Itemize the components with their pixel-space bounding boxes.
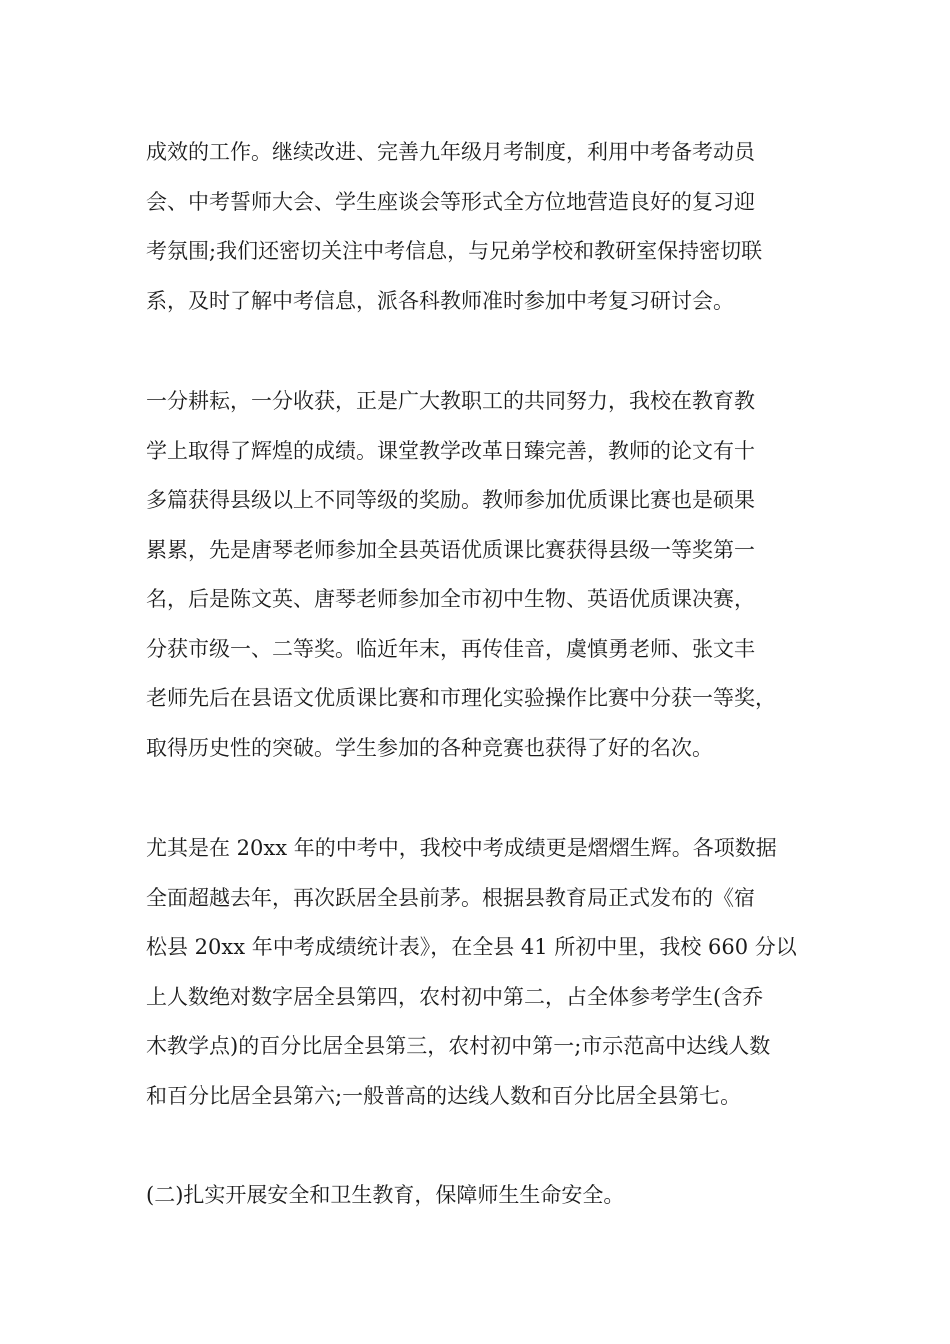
text-line: 上人数绝对数字居全县第四，农村初中第二，占全体参考学生(含乔 <box>146 984 764 1009</box>
text-line: (二)扎实开展安全和卫生教育，保障师生生命安全。 <box>146 1183 625 1207</box>
text-line: 系，及时了解中考信息，派各科教师准时参加中考复习研讨会。 <box>146 288 734 313</box>
paragraph-1 <box>146 128 846 326</box>
text-line: 名，后是陈文英、唐琴老师参加全市初中生物、英语优质课决赛， <box>146 587 755 611</box>
text-line: 会、中考誓师大会、学生座谈会等形式全方位地营造良好的复习迎 <box>146 189 755 214</box>
paragraph-3 <box>146 824 846 1121</box>
text-line: 松县 20xx 年中考成绩统计表》，在全县 41 所初中里，我校 660 分以 <box>146 935 797 959</box>
section-heading <box>146 1171 846 1221</box>
text-line: 和百分比居全县第六;一般普高的达线人数和百分比居全县第七。 <box>146 1083 742 1108</box>
text-line: 一分耕耘，一分收获，正是广大教职工的共同努力，我校在教育教 <box>146 389 755 413</box>
text-line: 老师先后在县语文优质课比赛和市理化实验操作比赛中分获一等奖， <box>146 686 776 710</box>
text-line: 多篇获得县级以上不同等级的奖励。教师参加优质课比赛也是硕果 <box>146 488 755 512</box>
text-line: 取得历史性的突破。学生参加的各种竞赛也获得了好的名次。 <box>146 735 713 760</box>
text-line: 尤其是在 20xx 年的中考中，我校中考成绩更是熠熠生辉。各项数据 <box>146 836 777 860</box>
paragraph-2 <box>146 377 846 773</box>
text-line: 累累，先是唐琴老师参加全县英语优质课比赛获得县级一等奖第一 <box>146 537 755 562</box>
text-line: 分获市级一、二等奖。临近年末，再传佳音，虞慎勇老师、张文丰 <box>146 636 755 661</box>
text-line: 全面超越去年，再次跃居全县前茅。根据县教育局正式发布的《宿 <box>146 885 755 910</box>
text-line: 木教学点)的百分比居全县第三，农村初中第一;市示范高中达线人数 <box>146 1034 771 1058</box>
text-line: 考氛围;我们还密切关注中考信息，与兄弟学校和教研室保持密切联 <box>146 239 763 263</box>
text-line: 学上取得了辉煌的成绩。课堂教学改革日臻完善，教师的论文有十 <box>146 438 755 463</box>
text-line: 成效的工作。继续改进、完善九年级月考制度，利用中考备考动员 <box>146 140 755 164</box>
